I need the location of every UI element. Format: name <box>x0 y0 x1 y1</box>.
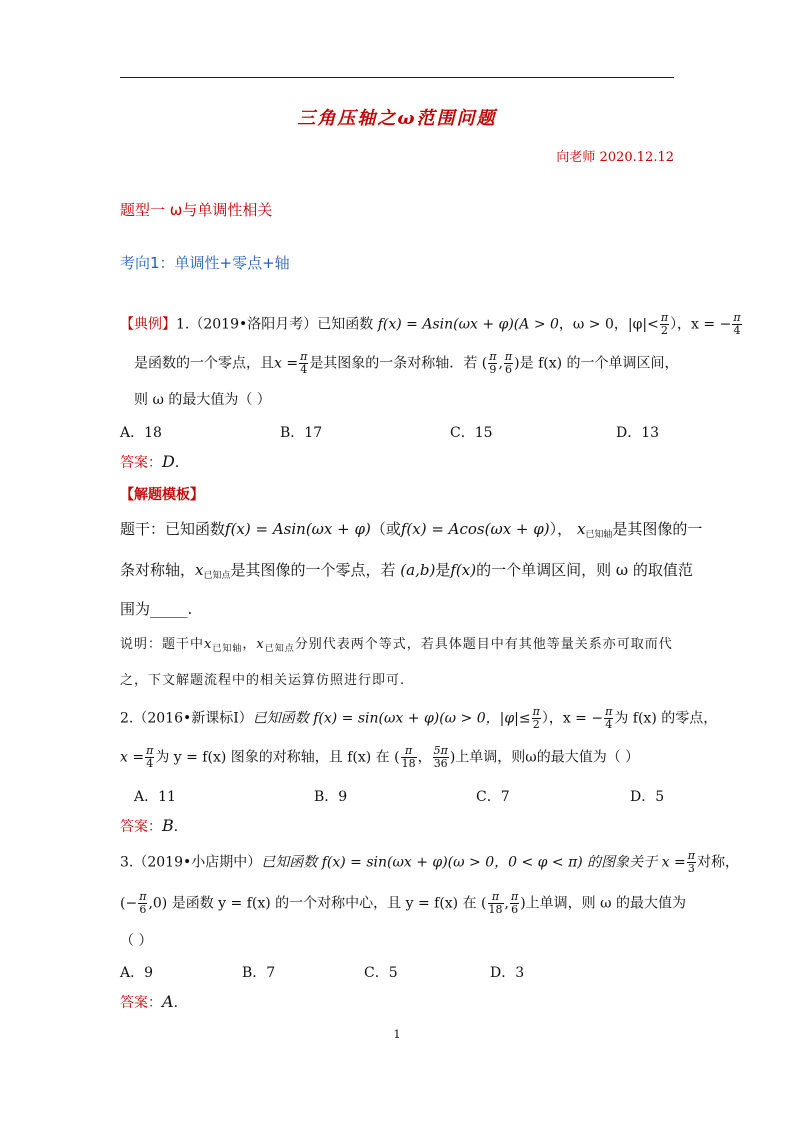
header-rule <box>120 77 674 78</box>
fraction: $\frac{\pi}{2}$ <box>660 311 669 337</box>
q2-option-a: A．11 <box>134 789 176 805</box>
fraction: $\frac{\pi}{18}$ <box>488 890 503 916</box>
option-d: D．13 <box>616 425 660 441</box>
q2-line-2: x = $\frac{\pi}{4}$ 为 y = f(x) 图象的对称轴，且 f(x) 在 ( $\frac{\pi}{18}$ ， $\frac{5\pi}{36}$ )上单调，则ω的最大值为（ ） <box>120 744 640 770</box>
fraction: $\frac{\pi}{6}$ <box>504 350 513 376</box>
option-c: C．15 <box>450 425 493 441</box>
note-line-2: 之，下文解题流程中的相关运算仿照进行即可. <box>120 673 406 688</box>
page-number: 1 <box>393 1028 401 1041</box>
section-heading: 题型一 ω与单调性相关 <box>120 201 273 219</box>
template-line-2: 条对称轴，$x_{已知点}$是其图像的一个零点，若 (a,b)是f(x)的一个单调区间，则 ω 的取值范 <box>120 561 693 581</box>
q2-answer: 答案：B． <box>120 816 188 835</box>
page-title: 三角压轴之ω范围问题 <box>297 108 497 129</box>
q3-option-b: B．7 <box>242 965 276 981</box>
q2-line-1: 2.（2016•新课标Ⅰ）已知函数 f(x) = sin(ωx + φ)(ω > 0，|φ|≤ $\frac{\pi}{2}$ ），x = − $\frac{\pi}{4}$ 为 f(x) 的零点， <box>120 705 718 731</box>
example-line-3: 则 ω 的最大值为（ ） <box>134 392 271 408</box>
template-line-3: 围为_____. <box>120 600 193 618</box>
fraction: $\frac{\pi}{2}$ <box>532 705 540 731</box>
fraction: $\frac{\pi}{3}$ <box>687 849 695 875</box>
fraction: $\frac{\pi}{4}$ <box>146 744 154 770</box>
example-tag: 【典例】 <box>120 316 176 333</box>
q3-option-a: A．9 <box>120 965 154 981</box>
fraction: $\frac{\pi}{4}$ <box>300 350 308 376</box>
author-date: 向老师 2020.12.12 <box>556 150 674 165</box>
note-line-1: 说明：题干中$x_{已知轴}$，$x_{已知点}$分别代表两个等式，若具体题目中有其他等量关系亦可取而代 <box>120 637 673 654</box>
fraction: $\frac{\pi}{4}$ <box>733 311 741 337</box>
subsection-heading: 考向1：单调性+零点+轴 <box>120 254 290 272</box>
q2-option-b: B．9 <box>314 789 348 805</box>
fraction: $\frac{\pi}{18}$ <box>401 744 416 770</box>
q3-option-c: C．5 <box>364 965 398 981</box>
example-line-1: 【典例】1.（2019•洛阳月考）已知函数 f(x) = Asin(ωx + φ)(A > 0，ω > 0，|φ|< $\frac{\pi}{2}$ ），x = − $\frac{\pi}{4}$ <box>120 311 741 337</box>
template-heading: 【解题模板】 <box>120 487 204 503</box>
q3-line-1: 3.（2019•小店期中）已知函数 f(x) = sin(ωx + φ)(ω > 0，0 < φ < π) 的图象关于 x = $\frac{\pi}{3}$ 对称， <box>120 849 739 875</box>
q2-option-d: D．5 <box>630 789 665 805</box>
q3-line-3: （ ） <box>120 933 153 949</box>
example-answer: 答案：D． <box>120 452 189 471</box>
q3-answer: 答案：A． <box>120 992 188 1011</box>
fraction: $\frac{\pi}{6}$ <box>139 890 147 916</box>
q3-line-2: (− $\frac{\pi}{6}$ ,0) 是函数 y = f(x) 的一个对称中心，且 y = f(x) 在 ( $\frac{\pi}{18}$ , $\frac{\pi}{6}$ )上单调，则 ω 的最大值为 <box>120 890 686 916</box>
q3-option-d: D．3 <box>490 965 525 981</box>
template-line-1: 题干：已知函数f(x) = Asin(ωx + φ)（或f(x) = Acos(ωx + φ)）， $x_{已知轴}$是其图像的一 <box>120 520 703 540</box>
example-line-2: 是函数的一个零点，且x = $\frac{\pi}{4}$ 是其图象的一条对称轴．若 ( $\frac{\pi}{9}$ , $\frac{\pi}{6}$ )是 f(x) 的一个单调区间， <box>134 350 679 376</box>
fraction: $\frac{5\pi}{36}$ <box>433 744 448 770</box>
fraction: $\frac{\pi}{4}$ <box>605 705 613 731</box>
option-a: A．18 <box>120 425 162 441</box>
fraction: $\frac{\pi}{6}$ <box>510 890 519 916</box>
q2-option-c: C．7 <box>476 789 510 805</box>
fraction: $\frac{\pi}{9}$ <box>489 350 497 376</box>
option-b: B．17 <box>280 425 323 441</box>
